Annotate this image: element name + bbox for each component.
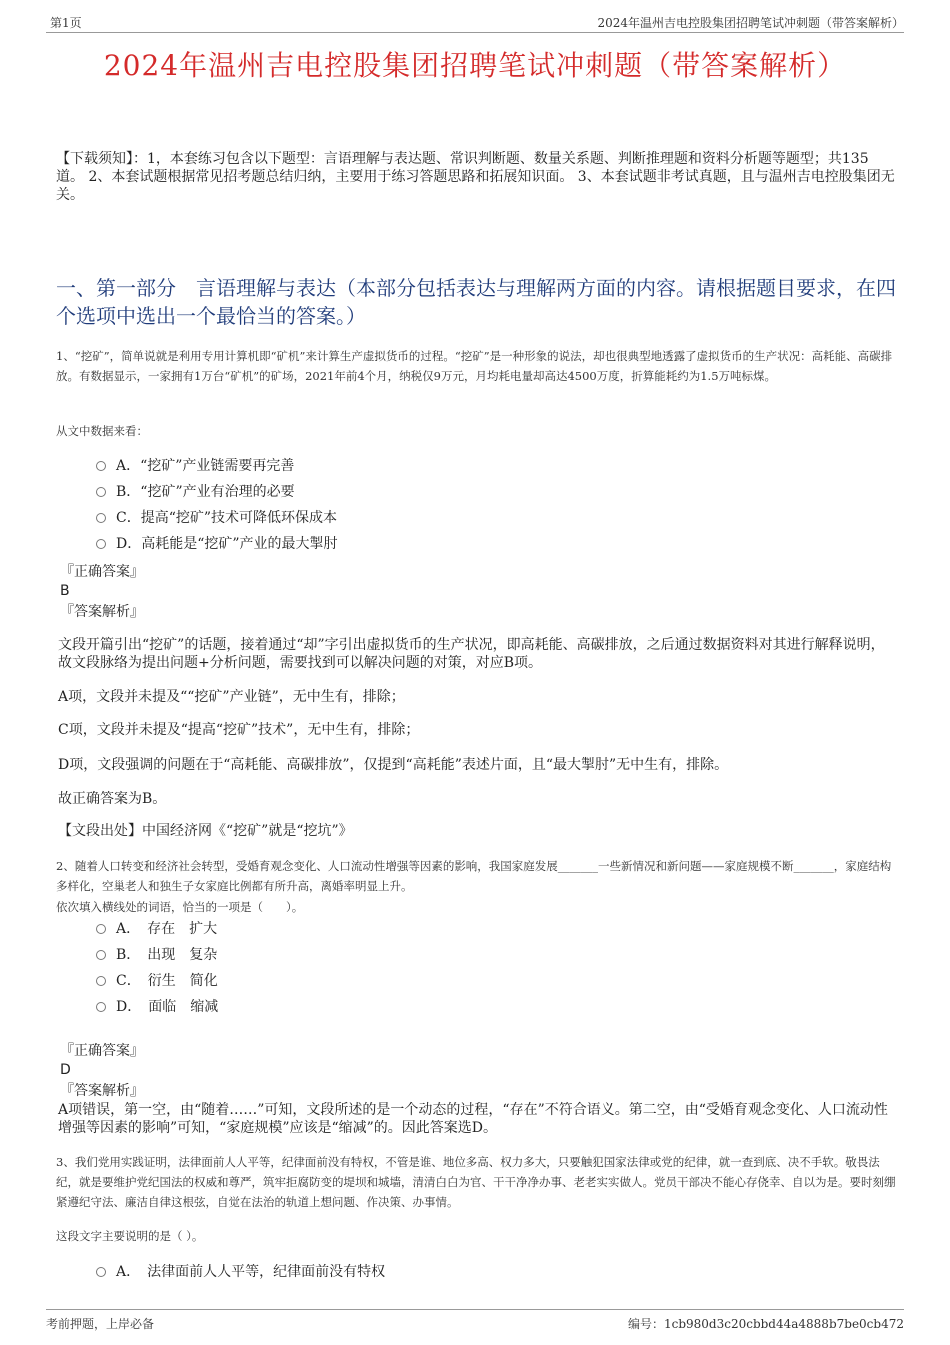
q2-option-b[interactable] [96, 945, 217, 965]
question-3-stem: 3、我们党用实践证明，法律面前人人平等，纪律面前没有特权，不管是谁、地位多高、权力多大，只要触犯国家法律或党的纪律，就一查到底、决不手软。敬畏法纪，就是要维护党纪国法的权威和尊严，筑牢拒腐防变的堤坝和城墙，清清白白为官、干干净净办事、老老实实做人。党员干部决不能心存侥幸、自以为是。要时刻绷紧遵纪守法、廉洁自律这根弦，自觉在法治的轨道上想问题、作决策、办事情。 [56, 1155, 896, 1209]
q1-analysis-c: C项，文段并未提及“提高“挖矿”技术”，无中生有，排除； [58, 722, 420, 738]
running-header-title: 2024年温州吉电控股集团招聘笔试冲刺题（带答案解析） [597, 16, 904, 30]
page-number: 第1页 [50, 16, 82, 30]
q2-option-a[interactable] [96, 919, 217, 939]
option-label: A． 存在 扩大 [116, 921, 218, 937]
document-id: 编号：1cb980d3c20cbbd44a4888b7be0cb472 [627, 1317, 904, 1331]
option-label: B．“挖矿”产业有治理的必要 [116, 484, 295, 500]
footer-divider [46, 1309, 904, 1310]
option-label: C．提高“挖矿”技术可降低环保成本 [116, 510, 338, 526]
q2-analysis: A项错误，第一空，由“随着……”可知，文段所述的是一个动态的过程，“存在”不符合语义。第二空，由“受婚育观念变化、人口流动性增强等因素的影响”可知，“家庭规模”应该是“缩减”的。因此答案选D。 [58, 1102, 888, 1136]
q3-option-a[interactable] [96, 1262, 385, 1282]
radio-icon[interactable] [96, 1267, 106, 1277]
radio-icon[interactable] [96, 461, 106, 471]
q2-option-d[interactable] [96, 997, 218, 1017]
radio-icon[interactable] [96, 924, 106, 934]
radio-icon[interactable] [96, 976, 106, 986]
q2-option-c[interactable] [96, 971, 218, 991]
option-label: A． 法律面前人人平等，纪律面前没有特权 [116, 1264, 386, 1280]
option-label: C． 衍生 简化 [116, 973, 218, 989]
option-label: D．高耗能是“挖矿”产业的最大掣肘 [116, 536, 338, 552]
download-notice: 【下载须知】：1，本套练习包含以下题型：言语理解与表达题、常识判断题、数量关系题、判断推理题和资料分析题等题型；共135道。 2、本套试题根据常见招考题总结归纳，主要用于练习答题思路和拓展知识面。 3、本套试题非考试真题，且与温州吉电控股集团无关。 [56, 151, 895, 203]
option-label: B． 出现 复杂 [116, 947, 218, 963]
q2-analysis-label: 『答案解析』 [60, 1083, 144, 1099]
q1-option-c[interactable] [96, 508, 337, 528]
question-1-prompt: 从文中数据来看： [56, 424, 148, 438]
q1-answer-label: 『正确答案』 [60, 564, 144, 580]
q1-option-b[interactable] [96, 482, 295, 502]
radio-icon[interactable] [96, 1002, 106, 1012]
page-title: 2024年温州吉电控股集团招聘笔试冲刺题（带答案解析） [103, 49, 847, 82]
q1-analysis-a: A项，文段并未提及““挖矿”产业链”，无中生有，排除； [58, 689, 405, 705]
q2-answer-label: 『正确答案』 [60, 1043, 144, 1059]
q1-analysis-label: 『答案解析』 [60, 604, 144, 620]
question-3-prompt: 这段文字主要说明的是（ ）。 [56, 1229, 204, 1243]
q1-source: 【文段出处】中国经济网《“挖矿”就是“挖坑”》 [58, 823, 353, 839]
footer-slogan: 考前押题，上岸必备 [46, 1317, 155, 1331]
q1-answer: B [60, 583, 70, 599]
q1-analysis-d: D项，文段强调的问题在于“高耗能、高碳排放”，仅提到“高耗能”表述片面，且“最大掣肘”无中生有，排除。 [58, 757, 729, 773]
q1-option-a[interactable] [96, 456, 294, 476]
q1-conclusion: 故正确答案为B。 [58, 791, 167, 807]
q1-option-d[interactable] [96, 534, 338, 554]
section-heading: 一、第一部分 言语理解与表达（本部分包括表达与理解两方面的内容。请根据题目要求，在四个选项中选出一个最恰当的答案。） [56, 276, 896, 328]
radio-icon[interactable] [96, 539, 106, 549]
q2-answer: D [60, 1062, 71, 1078]
question-1-stem: 1、“挖矿”，简单说就是利用专用计算机即“矿机”来计算生产虚拟货币的过程。“挖矿”是一种形象的说法，却也很典型地透露了虚拟货币的生产状况：高耗能、高碳排放。有数据显示，一家拥有1万台“矿机”的矿场，2021年前4个月，纳税仅9万元，月均耗电量却高达4500万度，折算能耗约为1.5万吨标煤。 [56, 349, 893, 383]
question-2-prompt: 依次填入横线处的词语，恰当的一项是（ ）。 [56, 900, 304, 914]
question-2-stem: 2、随着人口转变和经济社会转型，受婚育观念变化、人口流动性增强等因素的影响，我国家庭发展_______一些新情况和新问题——家庭规模不断_______，家庭结构多样化，空巢老人和独生子女家庭比例都有所升高，离婚率明显上升。 [56, 859, 892, 893]
header-divider [46, 32, 904, 33]
radio-icon[interactable] [96, 487, 106, 497]
q1-analysis-summary: 文段开篇引出“挖矿”的话题，接着通过“却”字引出虚拟货币的生产状况，即高耗能、高碳排放，之后通过数据资料对其进行解释说明，故文段脉络为提出问题+分析问题，需要找到可以解决问题的对策，对应B项。 [58, 637, 885, 671]
radio-icon[interactable] [96, 513, 106, 523]
radio-icon[interactable] [96, 950, 106, 960]
option-label: D． 面临 缩减 [116, 999, 219, 1015]
option-label: A．“挖矿”产业链需要再完善 [116, 458, 295, 474]
